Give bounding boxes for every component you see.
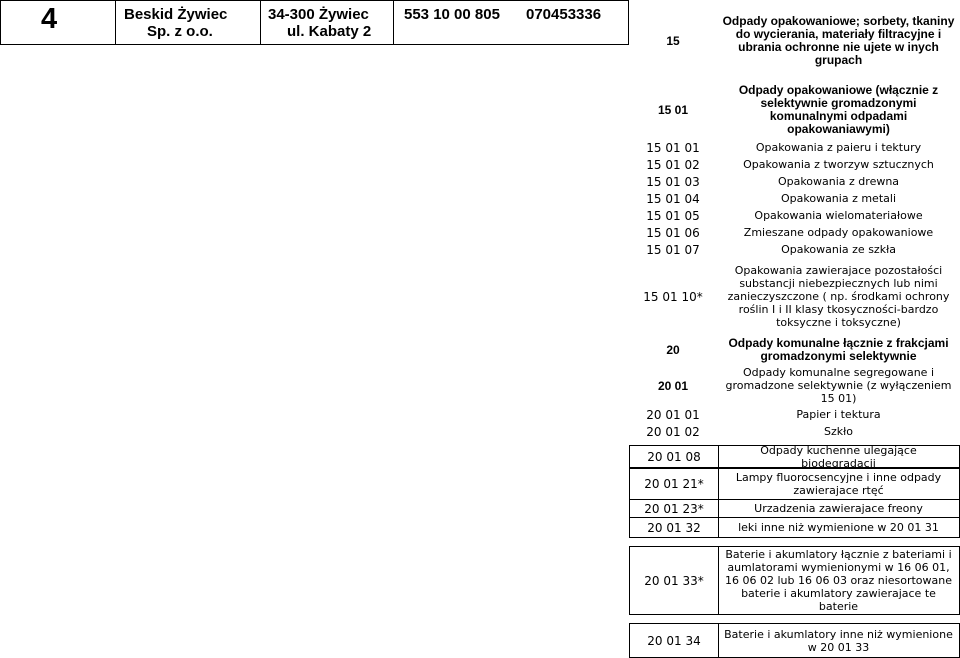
company-address-line2: ul. Kabaty 2 bbox=[287, 23, 372, 40]
waste-description: Baterie i akumlatory inne niż wymienione w 20 01 33 bbox=[724, 627, 953, 654]
table-row bbox=[629, 623, 960, 658]
table-row bbox=[629, 173, 960, 190]
waste-code: 20 01 08 bbox=[630, 446, 719, 467]
company-phone-cell bbox=[394, 0, 629, 45]
waste-code: 20 01 bbox=[657, 378, 689, 393]
table-row bbox=[629, 500, 960, 518]
waste-code: 20 01 32 bbox=[630, 518, 719, 537]
table-row bbox=[629, 518, 960, 538]
table-row bbox=[629, 139, 960, 156]
waste-code: 15 01 10* bbox=[643, 289, 703, 304]
waste-code: 15 01 bbox=[657, 103, 689, 117]
waste-description: Lampy fluorocsencyjne i inne odpady zawierajace rtęć bbox=[735, 471, 942, 497]
table-row bbox=[629, 468, 960, 500]
company-fax: 070453336 bbox=[526, 6, 602, 23]
table-row bbox=[629, 156, 960, 173]
company-address-line1: 34-300 Żywiec bbox=[268, 6, 369, 23]
waste-description: Opakowania z paieru i tektury bbox=[755, 141, 922, 154]
waste-description: Odpady kuchenne ulegające biodegradacji bbox=[760, 443, 917, 470]
table-row bbox=[629, 258, 960, 335]
waste-code: 20 01 21* bbox=[630, 469, 719, 499]
table-row bbox=[629, 406, 960, 423]
waste-description: leki inne niż wymienione w 20 01 31 bbox=[738, 521, 939, 534]
waste-description: Opakowania z tworzyw sztucznych bbox=[743, 158, 934, 171]
waste-code: 15 01 04 bbox=[646, 191, 700, 206]
waste-description: Zmieszane odpady opakowaniowe bbox=[743, 226, 934, 239]
table-row bbox=[629, 365, 960, 406]
waste-description: Odpady komunalne segregowane i gromadzone selektywnie (z wyłączeniem 15 01) bbox=[725, 366, 952, 405]
table-row bbox=[629, 224, 960, 241]
company-name-line2: Sp. z o.o. bbox=[147, 23, 213, 40]
table-row bbox=[629, 207, 960, 224]
company-info bbox=[0, 0, 629, 45]
table-row bbox=[629, 190, 960, 207]
waste-description: Opakowania z drewna bbox=[777, 175, 900, 188]
waste-code: 15 01 02 bbox=[646, 157, 700, 172]
waste-code: 15 01 06 bbox=[646, 225, 700, 240]
waste-description: Odpady komunalne łącznie z frakcjami gromadzonymi selektywnie bbox=[728, 336, 949, 363]
company-address-cell bbox=[261, 0, 394, 45]
waste-description: Odpady opakowaniowe; sorbety, tkaniny do wycierania, materiały filtracyjne i ubrania ochronne nie ujete w inych grupach bbox=[722, 13, 955, 67]
table-row bbox=[629, 0, 960, 81]
waste-code: 20 01 01 bbox=[646, 407, 700, 422]
waste-code: 20 01 33* bbox=[630, 547, 719, 614]
table-row bbox=[629, 241, 960, 258]
entry-number-cell bbox=[0, 0, 116, 45]
waste-description: Baterie i akumlatory łącznie z bateriami i aumlatorami wymienionymi w 16 06 01, 16 06 02 lub 16 06 03 oraz niesortowane baterie i akumlatory zawierajace te baterie bbox=[724, 548, 953, 613]
waste-description: Opakowania ze szkła bbox=[781, 243, 896, 256]
waste-description: Urzadzenia zawierajace freony bbox=[754, 502, 923, 515]
waste-description: Szkło bbox=[824, 425, 853, 438]
table-row bbox=[629, 81, 960, 139]
waste-description: Papier i tektura bbox=[796, 408, 881, 421]
waste-code: 15 01 03 bbox=[646, 174, 700, 189]
waste-description: Opakowania wielomateriałowe bbox=[754, 209, 923, 222]
waste-code: 20 01 34 bbox=[630, 624, 719, 657]
waste-code: 15 01 01 bbox=[646, 140, 700, 155]
table-row bbox=[629, 423, 960, 440]
waste-codes-table bbox=[629, 0, 960, 658]
table-row bbox=[629, 546, 960, 615]
waste-description: Odpady opakowaniowe (włącznie z selektywnie gromadzonymi komunalnymi odpadami opakowaniawymi) bbox=[738, 83, 939, 136]
waste-code: 15 01 07 bbox=[646, 242, 700, 257]
entry-number: 4 bbox=[41, 3, 58, 35]
waste-description: Opakowania z metali bbox=[780, 192, 896, 205]
waste-code: 20 bbox=[666, 343, 680, 357]
table-row bbox=[629, 335, 960, 365]
waste-code: 20 01 23* bbox=[630, 500, 719, 517]
company-name-cell bbox=[116, 0, 261, 45]
waste-code: 15 bbox=[666, 33, 680, 48]
company-phone: 553 10 00 805 bbox=[404, 6, 500, 23]
waste-code: 20 01 02 bbox=[646, 424, 700, 439]
waste-description: Opakowania zawierajace pozostałości substancji niebezpiecznych lub nimi zanieczyszczone ( np. środkami ochrony roślin I i II klasy tkosyczności-bardzo toksyczne i toksyczne) bbox=[727, 264, 950, 329]
company-name-line1: Beskid Żywiec bbox=[124, 6, 228, 23]
waste-code: 15 01 05 bbox=[646, 208, 700, 223]
table-row bbox=[629, 445, 960, 468]
